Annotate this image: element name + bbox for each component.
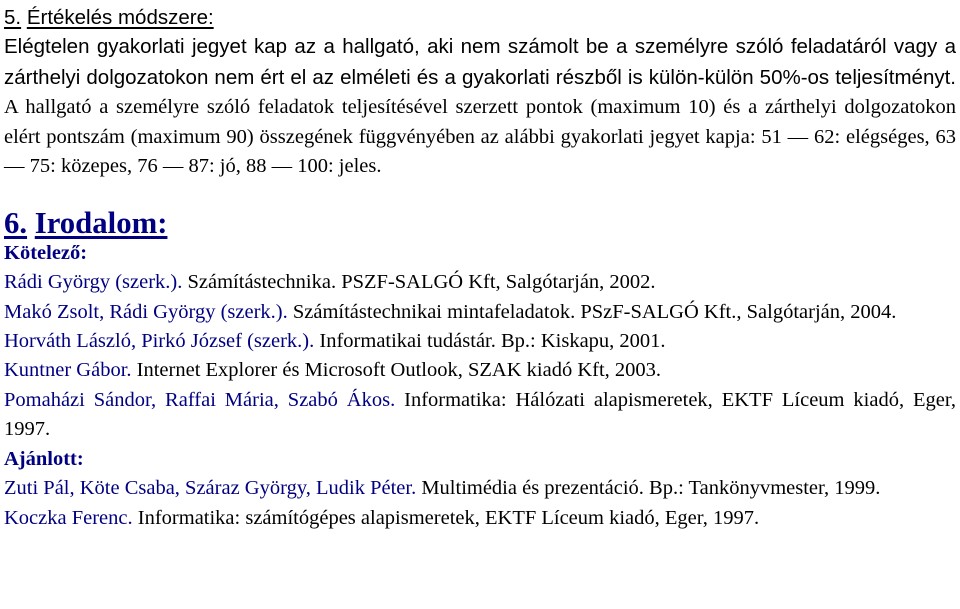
reference-item xyxy=(4,504,956,533)
required-references xyxy=(4,268,956,444)
reference-author: Pomaházi Sándor, Raffai Mária, Szabó Ákos. xyxy=(4,388,396,411)
reference-item xyxy=(4,474,956,503)
reference-details: Számítástechnikai mintafeladatok. PSzF-SALGÓ Kft., Salgótarján, 2004. xyxy=(287,300,897,323)
required-label: Kötelező: xyxy=(4,241,88,264)
reference-details: Multimédia és prezentáció. Bp.: Tankönyvmester, 1999. xyxy=(416,477,881,500)
reference-item xyxy=(4,327,956,356)
reference-item xyxy=(4,268,956,297)
recommended-references xyxy=(4,474,956,533)
evaluation-text-part1: Elégtelen gyakorlati jegyet kap az a hallgató, aki nem számolt be a személyre szóló feladatáról vagy a zárthelyi dolgozatokon nem ért el az elméleti és a gyakorlati részből is külön-külön 50%-os teljesítményt. xyxy=(4,35,956,89)
section-6-heading xyxy=(4,206,956,241)
reference-author: Horváth László, Pirkó József (szerk.). xyxy=(4,330,315,353)
reference-details: Informatika: Hálózati alapismeretek, EKTF Líceum kiadó, Eger, 1997. xyxy=(4,388,956,441)
section-5-title: Értékelés módszere: xyxy=(26,6,214,29)
recommended-label: Ajánlott: xyxy=(4,447,84,470)
reference-details: Informatikai tudástár. Bp.: Kiskapu, 2001. xyxy=(314,330,666,353)
section-5-heading xyxy=(4,3,956,32)
reference-details: Számítástechnika. PSZF-SALGÓ Kft, Salgótarján, 2002. xyxy=(182,271,656,294)
reference-author: Rádi György (szerk.). xyxy=(4,271,183,294)
reference-author: Koczka Ferenc. xyxy=(4,506,133,529)
evaluation-paragraph xyxy=(4,32,956,181)
section-6-title: Irodalom: xyxy=(34,206,168,241)
reference-item xyxy=(4,386,956,445)
reference-details: Internet Explorer és Microsoft Outlook, SZAK kiadó Kft, 2003. xyxy=(131,359,662,382)
reference-item xyxy=(4,298,956,327)
spacer xyxy=(4,181,956,209)
reference-author: Zuti Pál, Köte Csaba, Száraz György, Ludik Péter. xyxy=(4,477,417,500)
reference-author: Kuntner Gábor. xyxy=(4,359,132,382)
reference-author: Makó Zsolt, Rádi György (szerk.). xyxy=(4,300,288,323)
section-6-number: 6. xyxy=(4,206,28,241)
evaluation-text-part2: A hallgató a személyre szóló feladatok teljesítésével szerzett pontok (maximum 10) és a zárthelyi dolgozatokon elért pontszám (maximum 90) összegének függvényében az alábbi gyakorlati jegyet kapja: 51 — 62: elégséges, 63 — 75: közepes, 76 — 87: jó, 88 — 100: jeles. xyxy=(4,96,956,178)
reference-item xyxy=(4,356,956,385)
document-page xyxy=(4,3,956,533)
reference-details: Informatika: számítógépes alapismeretek, EKTF Líceum kiadó, Eger, 1997. xyxy=(132,506,760,529)
section-5-number: 5. xyxy=(4,6,22,29)
